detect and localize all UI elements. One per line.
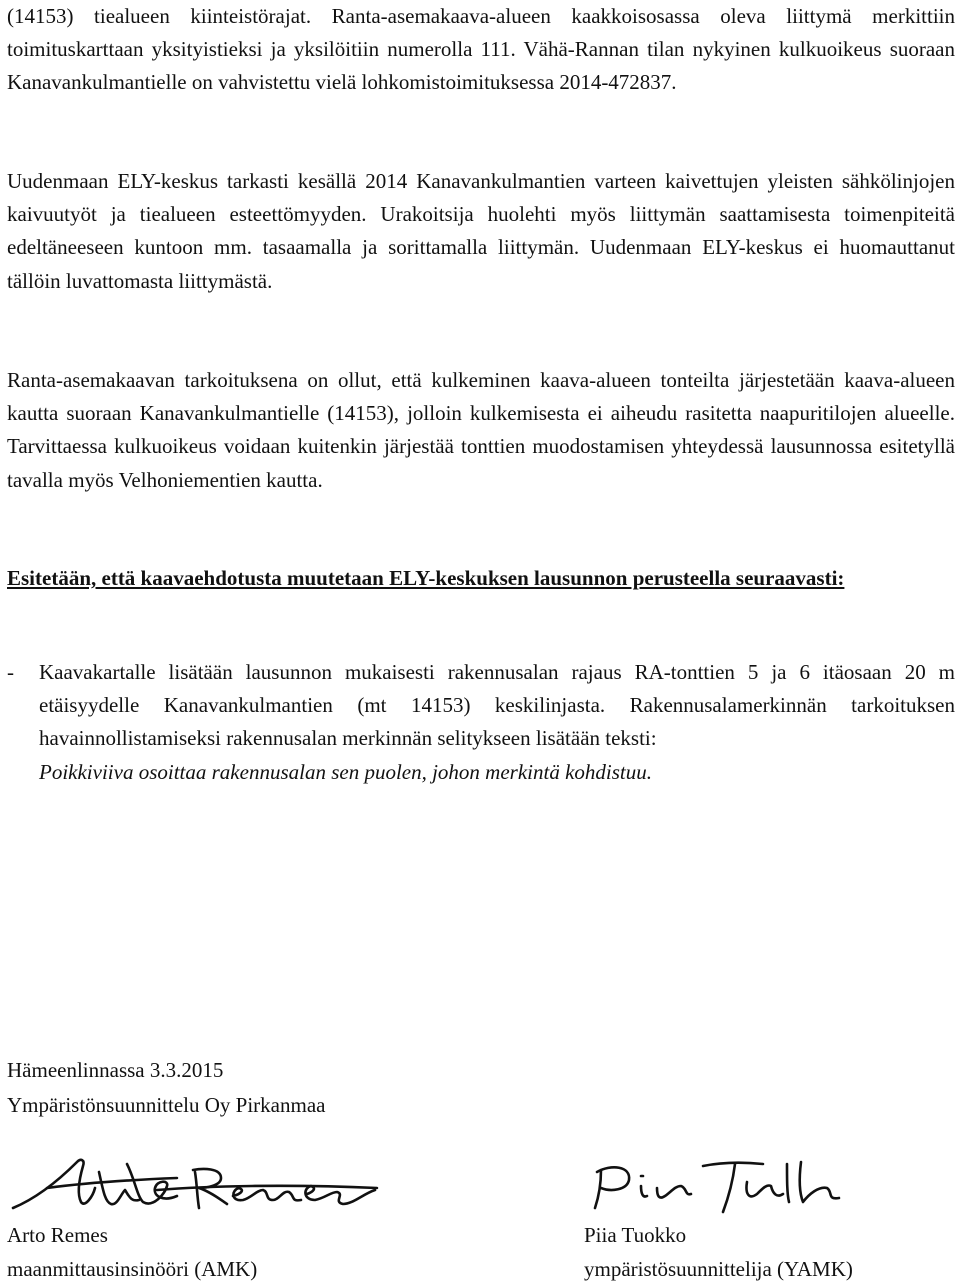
paragraph-2: Uudenmaan ELY-keskus tarkasti kesällä 2014 Kanavankulmantien varteen kaivettujen yleisten sähkölinjojen kaivuutyöt ja tiealueen esteettömyyden. Urakoitsija huolehti myös liittymän saattamisesta toimenpiteitä edeltäneeseen kuntoon mm. tasaamalla ja sorittamalla liittymän. Uudenmaan ELY-keskus ei huomauttanut tällöin luvattomasta liittymästä. xyxy=(7,169,955,293)
paragraph-3: Ranta-asemakaavan tarkoituksena on ollut, että kulkeminen kaava-alueen tonteilta järjestetään kaava-alueen kautta suoraan Kanavankulmantielle (14153), jolloin kulkemisesta ei aiheudu rasitetta naapuritilojen alueelle. Tarvittaessa kulkuoikeus voidaan kuitenkin järjestää tonttien muodostamisen yhteydessä lausunnossa esitetyllä tavalla myös Velhoniementien kautta. xyxy=(7,368,955,492)
paragraph-1: (14153) tiealueen kiinteistörajat. Ranta-asemakaava-alueen kaakkoisosassa oleva liittymä merkittiin toimituskarttaan yksityistieksi ja yksilöitiin numerolla 111. Vähä-Rannan tilan nykyinen kulkuoikeus suoraan Kanavankulmantielle on vahvistettu vielä lohkomistoimituksessa 2014-472837. xyxy=(7,4,955,95)
list-dash: - xyxy=(7,660,14,684)
signer-2-name: Piia Tuokko xyxy=(584,1223,687,1247)
signer-1-title: maanmittausinsinööri (AMK) xyxy=(7,1257,258,1281)
place-date: Hämeenlinnassa 3.3.2015 xyxy=(7,1058,224,1082)
list-item-text: Kaavakartalle lisätään lausunnon mukaisesti rakennusalan rajaus RA-tonttien 5 ja 6 itäosaan 20 m etäisyydelle Kanavankulmantien (mt 14153) keskilinjasta. Rakennusalamerkinnän tarkoituksen havainnollistamiseksi rakennusalan merkinnän selitykseen lisätään teksti: xyxy=(39,660,955,751)
company-name: Ympäristönsuunnittelu Oy Pirkanmaa xyxy=(7,1093,326,1117)
signer-2-title: ympäristösuunnittelija (YAMK) xyxy=(584,1257,853,1281)
list-item-body xyxy=(39,656,955,789)
list-item-italic-text: Poikkiviiva osoittaa rakennusalan sen puolen, johon merkintä kohdistuu. xyxy=(39,759,652,784)
signature-arto-remes xyxy=(7,1150,387,1220)
signature-piia-tuokko xyxy=(587,1158,847,1218)
proposal-heading: Esitetään, että kaavaehdotusta muutetaan ELY-keskuksen lausunnon perusteella seuraavasti: xyxy=(7,566,845,590)
proposal-list-item xyxy=(7,656,955,789)
signer-1-name: Arto Remes xyxy=(7,1223,108,1247)
